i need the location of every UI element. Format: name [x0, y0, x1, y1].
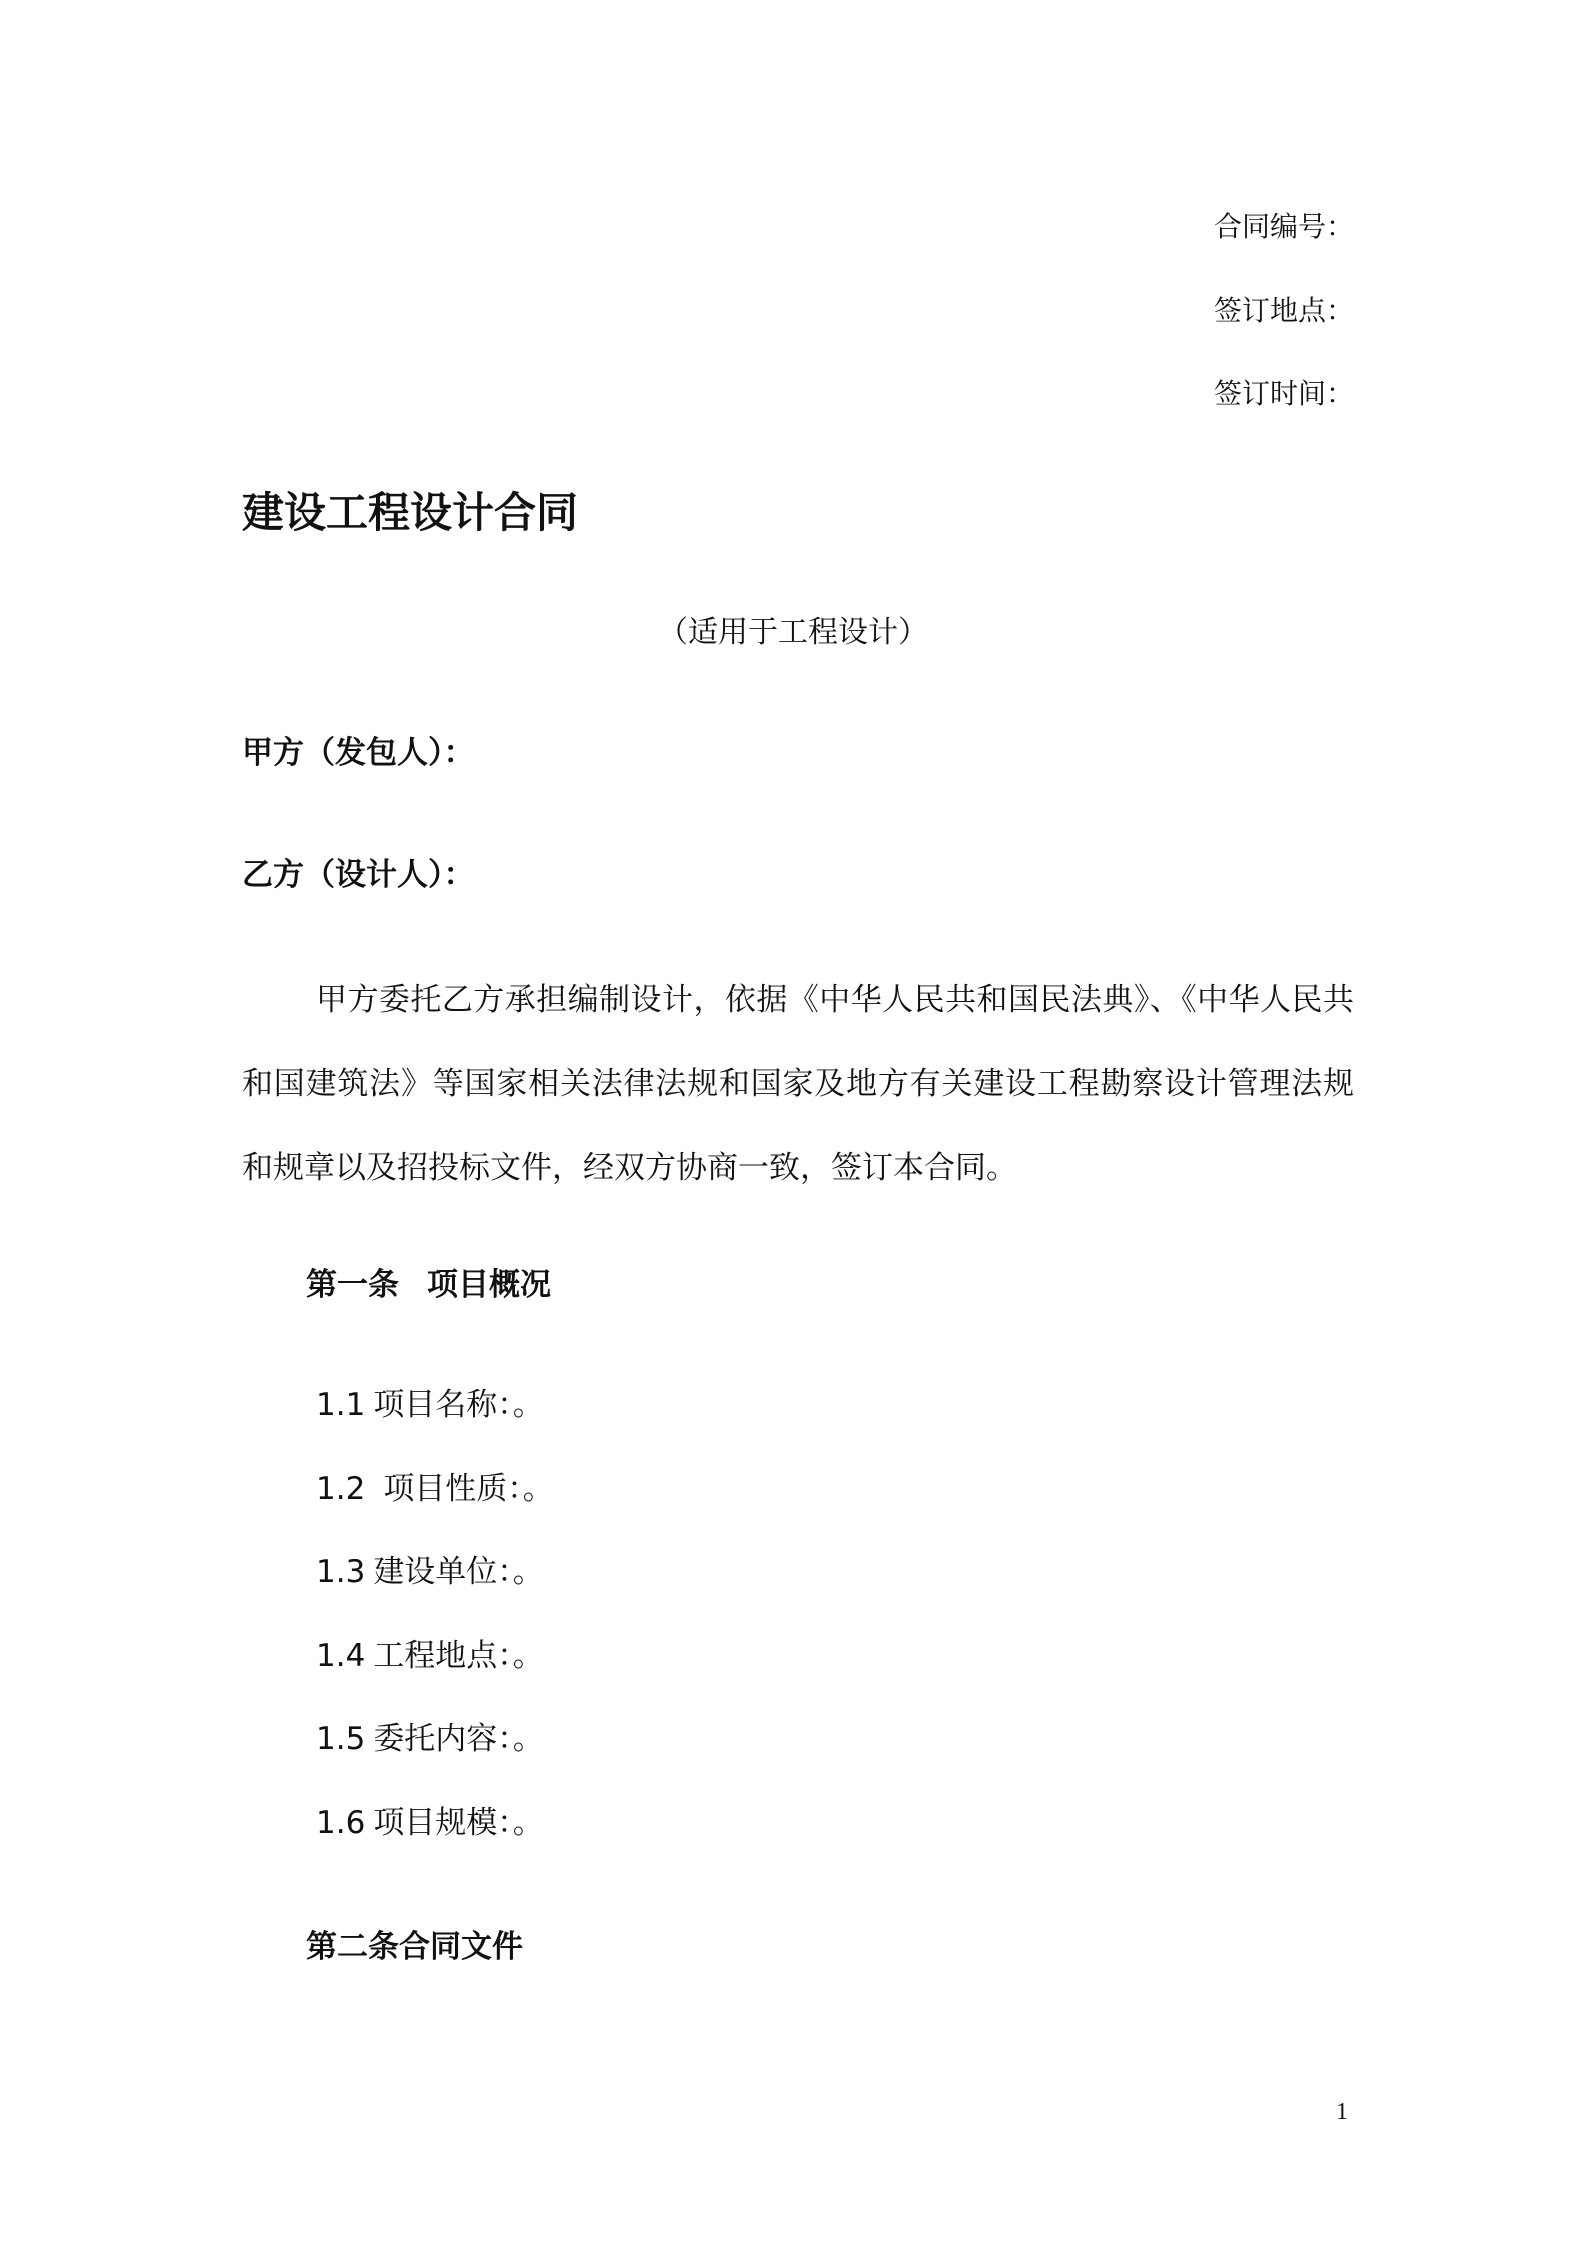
article-1-number: 第一条 — [306, 1267, 399, 1303]
item-text: 项目名称：。 — [373, 1387, 544, 1423]
list-item — [316, 1804, 544, 1842]
item-number: 1.5 — [316, 1721, 366, 1757]
list-item — [316, 1386, 544, 1424]
article-2-heading: 第二条合同文件 — [306, 1929, 523, 1965]
item-number: 1.1 — [316, 1387, 366, 1423]
list-item — [316, 1553, 544, 1591]
article-1-title: 项目概况 — [427, 1267, 551, 1303]
item-text: 委托内容：。 — [373, 1721, 544, 1757]
item-text: 项目性质：。 — [383, 1471, 554, 1507]
list-item — [316, 1637, 544, 1675]
party-b-label: 乙方（设计人）： — [242, 857, 475, 893]
document-title: 建设工程设计合同 — [242, 488, 579, 537]
item-number: 1.2 — [316, 1471, 366, 1507]
item-text: 工程地点：。 — [373, 1638, 544, 1674]
article-1-heading — [306, 1266, 551, 1304]
signing-place-label: 签订地点： — [1214, 294, 1355, 327]
item-text: 建设单位：。 — [373, 1554, 544, 1590]
contract-number-label: 合同编号： — [1214, 210, 1355, 243]
item-number: 1.3 — [316, 1554, 366, 1590]
page-number: 1 — [1336, 2099, 1348, 2125]
item-text: 项目规模：。 — [373, 1805, 544, 1841]
item-number: 1.6 — [316, 1805, 366, 1841]
list-item — [316, 1720, 544, 1758]
item-number: 1.4 — [316, 1638, 366, 1674]
list-item — [316, 1470, 554, 1508]
signing-time-label: 签订时间： — [1214, 377, 1355, 410]
party-a-label: 甲方（发包人）： — [242, 735, 475, 771]
document-subtitle: （适用于工程设计） — [658, 615, 928, 650]
intro-paragraph: 甲方委托乙方承担编制设计，依据《中华人民共和国民法典》、《中华人民共和国建筑法》等国家相关法律法规和国家及地方有关建设工程勘察设计管理法规和规章以及招投标文件，经双方协商一致，签订本合同。 — [242, 982, 1354, 1186]
